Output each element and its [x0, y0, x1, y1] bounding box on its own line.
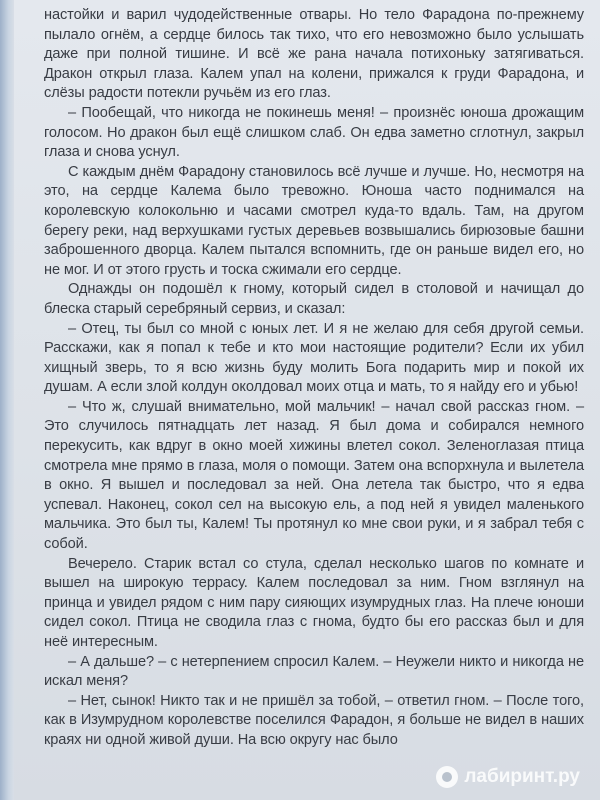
paragraph: – Нет, сынок! Никто так и не пришёл за тобой, – ответил гном. – После того, как в Изумрудном королевстве поселился Фарадон, я больше не видел в наших краях ни одной живой души. На всю округу нас было	[44, 692, 584, 748]
paragraph: – Отец, ты был со мной с юных лет. И я не желаю для себя другой семьи. Расскажи, как я попал к тебе и кто мои настоящие родители? Если их убил хищный зверь, то я всю жизнь буду молить Бога подарить мир и покой их душам. А если злой колдун околдовал моих отца и мать, то я найду его и убью!	[44, 320, 584, 396]
paragraph: С каждым днём Фарадону становилось всё лучше и лучше. Но, несмотря на это, на сердце Калема было тревожно. Юноша часто поднимался на королевскую колокольню и часами смотрел куда-то вдаль. Там, на другом берегу реки, над верхушками густых деревьев возвышались бирюзовые башни заброшенного дворца. Калем пытался вспомнить, где он раньше видел его, но не мог. И от этого грусть и тоска сжимали его сердце.	[44, 163, 584, 278]
paragraph: – Пообещай, что никогда не покинешь меня! – произнёс юноша дрожащим голосом. Но дракон был ещё слишком слаб. Он едва заметно сглотнул, закрыл глаза и снова уснул.	[44, 104, 584, 161]
labirint-logo-icon	[436, 766, 458, 788]
paragraph: Вечерело. Старик встал со стула, сделал несколько шагов по комнате и вышел на широкую террасу. Калем последовал за ним. Гном взглянул на принца и увидел рядом с ним пару сияющих изумрудных глаз. На плече юноши сидел сокол. Птица не сводила глаз с гнома, будто бы его рассказ был и для неё интересным.	[44, 555, 584, 650]
page-text	[44, 6, 584, 751]
paragraph: Однажды он подошёл к гному, который сидел в столовой и начищал до блеска старый серебряный сервиз, и сказал:	[44, 281, 584, 317]
paragraph: настойки и варил чудодейственные отвары. Но тело Фарадона по-прежнему пылало огнём, а сердце билось так тихо, что его невозможно было услышать даже при полной тишине. И всё же рана начала потихоньку затягиваться. Дракон открыл глаза. Калем упал на колени, прижался к груди Фарадона, и слёзы радости потекли ручьём из его глаз.	[44, 7, 584, 102]
watermark-text: лабиринт.ру	[464, 766, 580, 787]
book-page	[14, 0, 600, 800]
paragraph: – Что ж, слушай внимательно, мой мальчик! – начал свой рассказ гном. – Это случилось пятнадцать лет назад. Я был дома и собирался немного перекусить, как вдруг в окно моей хижины влетел сокол. Зеленоглазая птица смотрела мне прямо в глаза, моля о помощи. Затем она вспорхнула и вылетела в окно. Я вышел и последовал за ней. Она летела так быстро, что я едва успевал. Наконец, сокол сел на высокую ель, а под ней я увидел маленького мальчика. Это был ты, Калем! Ты протянул ко мне свои руки, и я забрал тебя с собой.	[44, 398, 584, 553]
paragraph: – А дальше? – с нетерпением спросил Калем. – Неужели никто и никогда не искал меня?	[44, 653, 584, 690]
page-binding-edge	[0, 0, 14, 800]
watermark	[436, 766, 580, 788]
